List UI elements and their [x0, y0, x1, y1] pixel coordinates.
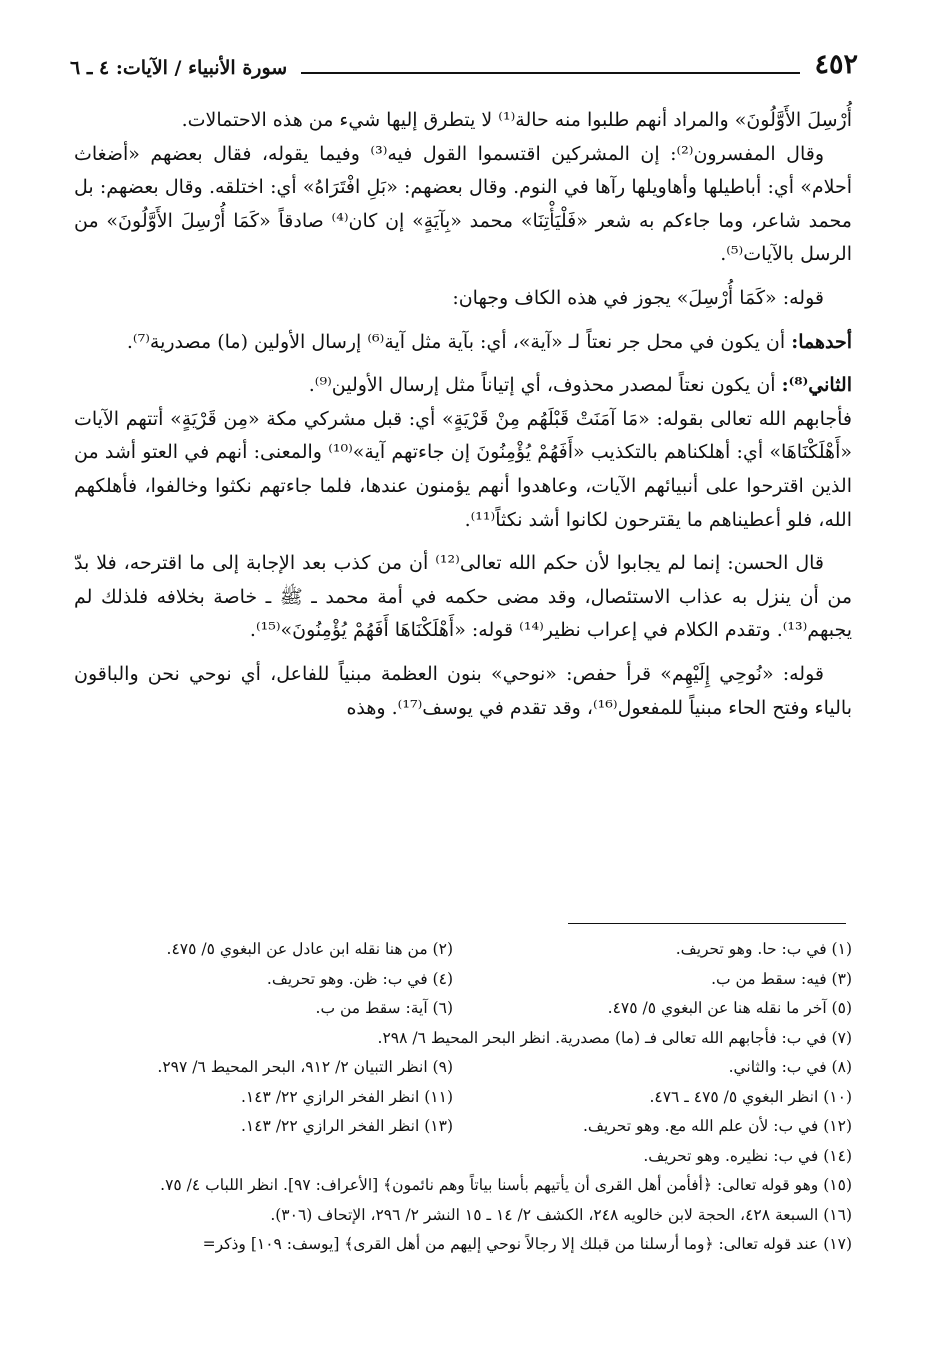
paragraph: قال الحسن: إنما لم يجابوا لأن حكم الله تعالى⁽¹²⁾ أن من كذب بعد الإجابة إلى ما اقترحه، فلا بدّ من أن ينزل به عذاب الاستئصال، وقد مضى حكمه في أمة محمد ـ ﷺ ـ خاصة بخلافه فلذلك لم يجبهم⁽¹³⁾. وتقدم الكلام في إعراب نظير⁽¹⁴⁾ قوله: «أَهْلَكْنَاهَا أَفَهُمْ يُؤْمِنُونَ»⁽¹⁵⁾.	[74, 552, 852, 642]
footnote: (٩) انظر التبيان ٢/ ٩١٢، البحر المحيط ٦/ ٢٩٧.	[157, 1058, 453, 1076]
paragraph: قوله: «كَمَا أُرْسِلَ» يجوز في هذه الكاف وجهان:	[452, 286, 824, 309]
page-header	[70, 38, 858, 78]
paragraph: أُرْسِلَ الأَوَّلُونَ» والمراد أنهم طلبوا منه حالة⁽¹⁾ لا يتطرق إليها شيء من هذه الاحتمالات.	[181, 109, 852, 131]
footnote: (١٠) انظر البغوي ٥/ ٤٧٥ ـ ٤٧٦.	[649, 1087, 852, 1106]
footnote: (١٢) في ب: لأن علم الله مع. وهو تحريف.	[582, 1117, 852, 1135]
paragraph-text: أن يكون في محل جر نعتاً لـ «آية»، أي: بآية مثل آية⁽⁶⁾ إرسال الأولين (ما) مصدرية⁽⁷⁾.	[126, 330, 792, 353]
footnotes	[74, 935, 852, 1260]
main-text	[74, 104, 852, 725]
footnote: (١٥) وهو قوله تعالى: ﴿أفأمن أهل القرى أن يأتيهم بأسنا بياتاً وهم نائمون﴾ [الأعراف: ٩٧]. انظر اللباب ٤/ ٧٥.	[160, 1176, 852, 1194]
footnote: (٥) آخر ما نقله هنا عن البغوي ٥/ ٤٧٥.	[607, 999, 852, 1017]
paragraph-lead: الثاني⁽⁸⁾:	[781, 374, 852, 397]
footnote-separator	[568, 923, 846, 924]
footnote: (١١) انظر الفخر الرازي ٢٢/ ١٤٣.	[240, 1087, 453, 1106]
footnote: (١٧) عند قوله تعالى: ﴿وما أرسلنا من قبلك إلا رجالاً نوحي إليهم من أهل القرى﴾ [يوسف: ١٠٩] وذكر=	[202, 1235, 852, 1253]
paragraph: قوله: «نُوحِي إِلَيْهِم» قرأ حفص: «نوحي» بنون العظمة مبنياً للفاعل، أي نوحي نحن والباقون بالياء وفتح الحاء مبنياً للمفعول⁽¹⁶⁾، وقد تقدم في يوسف⁽¹⁷⁾. وهذه	[74, 662, 852, 719]
footnote: (١) في ب: حا. وهو تحريف.	[675, 940, 852, 958]
footnote: (٤) في ب: ظن. وهو تحريف.	[266, 969, 453, 988]
footnote: (٨) في ب: والثاني.	[728, 1058, 852, 1076]
paragraph: فأجابهم الله تعالى بقوله: «مَا آمَنَتْ قَبْلَهُم مِنْ قَرْيَةٍ» أي: قبل مشركي مكة «مِن قَرْيَةٍ» أتتهم الآيات «أَهْلَكْنَاهَا» أي: أهلكناهم بالتكذيب «أَفَهُمْ يُؤْمِنُونَ إن جاءتهم آية»⁽¹⁰⁾ والمعنى: أنهم في العتو أشد من الذين اقترحوا على أنبيائهم الآيات، وعاهدوا أنهم يؤمنون عندها، فلما جاءتهم نكثوا وخالفوا، فأهلكهم الله، فلو أعطيناهم ما يقترحون لكانوا أشد نكثاً⁽¹¹⁾.	[74, 407, 852, 531]
footnote: (٣) فيه: سقط من ب.	[711, 969, 852, 988]
paragraph-lead: أحدهما:	[791, 330, 852, 353]
running-title: سورة الأنبياء / الآيات: ٤ ـ ٦	[70, 57, 288, 79]
footnote: (٦) آية: سقط من ب.	[315, 999, 453, 1017]
paragraph: وقال المفسرون⁽²⁾: إن المشركين اقتسموا القول فيه⁽³⁾ وفيما يقوله، فقال بعضهم «أضغاث أحلام» أي: أباطيلها وأهاويلها رآها في النوم. وقال بعضهم: «بَلِ افْتَرَاهُ» أي: اختلقه. وقال بعضهم: بل محمد شاعر، وما جاءكم به شعر «فَلْيَأْتِنَا» محمد «بِآيَةٍ» إن كان⁽⁴⁾ صادقاً «كَمَا أُرْسِلَ الأَوَّلُونَ» من الرسل بالآيات⁽⁵⁾.	[74, 142, 852, 266]
footnote: (١٣) انظر الفخر الرازي ٢٢/ ١٤٣.	[240, 1117, 453, 1135]
paragraph	[74, 326, 852, 360]
paragraph	[74, 369, 852, 403]
header-rule	[301, 72, 800, 74]
footnote: (١٦) السبعة ٤٢٨، الحجة لابن خالويه ٢٤٨، الكشف ٢/ ١٤ ـ ١٥ النشر ٢/ ٢٩٦، الإتحاف (٣٠٦).	[270, 1205, 852, 1224]
footnote: (١٤) في ب: نظيره. وهو تحريف.	[643, 1146, 852, 1165]
page-number: ٤٥٢	[814, 49, 858, 80]
footnote: (٢) من هنا نقله ابن عادل عن البغوي ٥/ ٤٧٥.	[166, 940, 453, 958]
footnote: (٧) في ب: فأجابهم الله تعالى فـ (ما) مصدرية. انظر البحر المحيط ٦/ ٢٩٨.	[377, 1028, 852, 1047]
paragraph-text: أن يكون نعتاً لمصدر محذوف، أي إتياناً مثل إرسال الأولين⁽⁹⁾.	[308, 374, 782, 397]
